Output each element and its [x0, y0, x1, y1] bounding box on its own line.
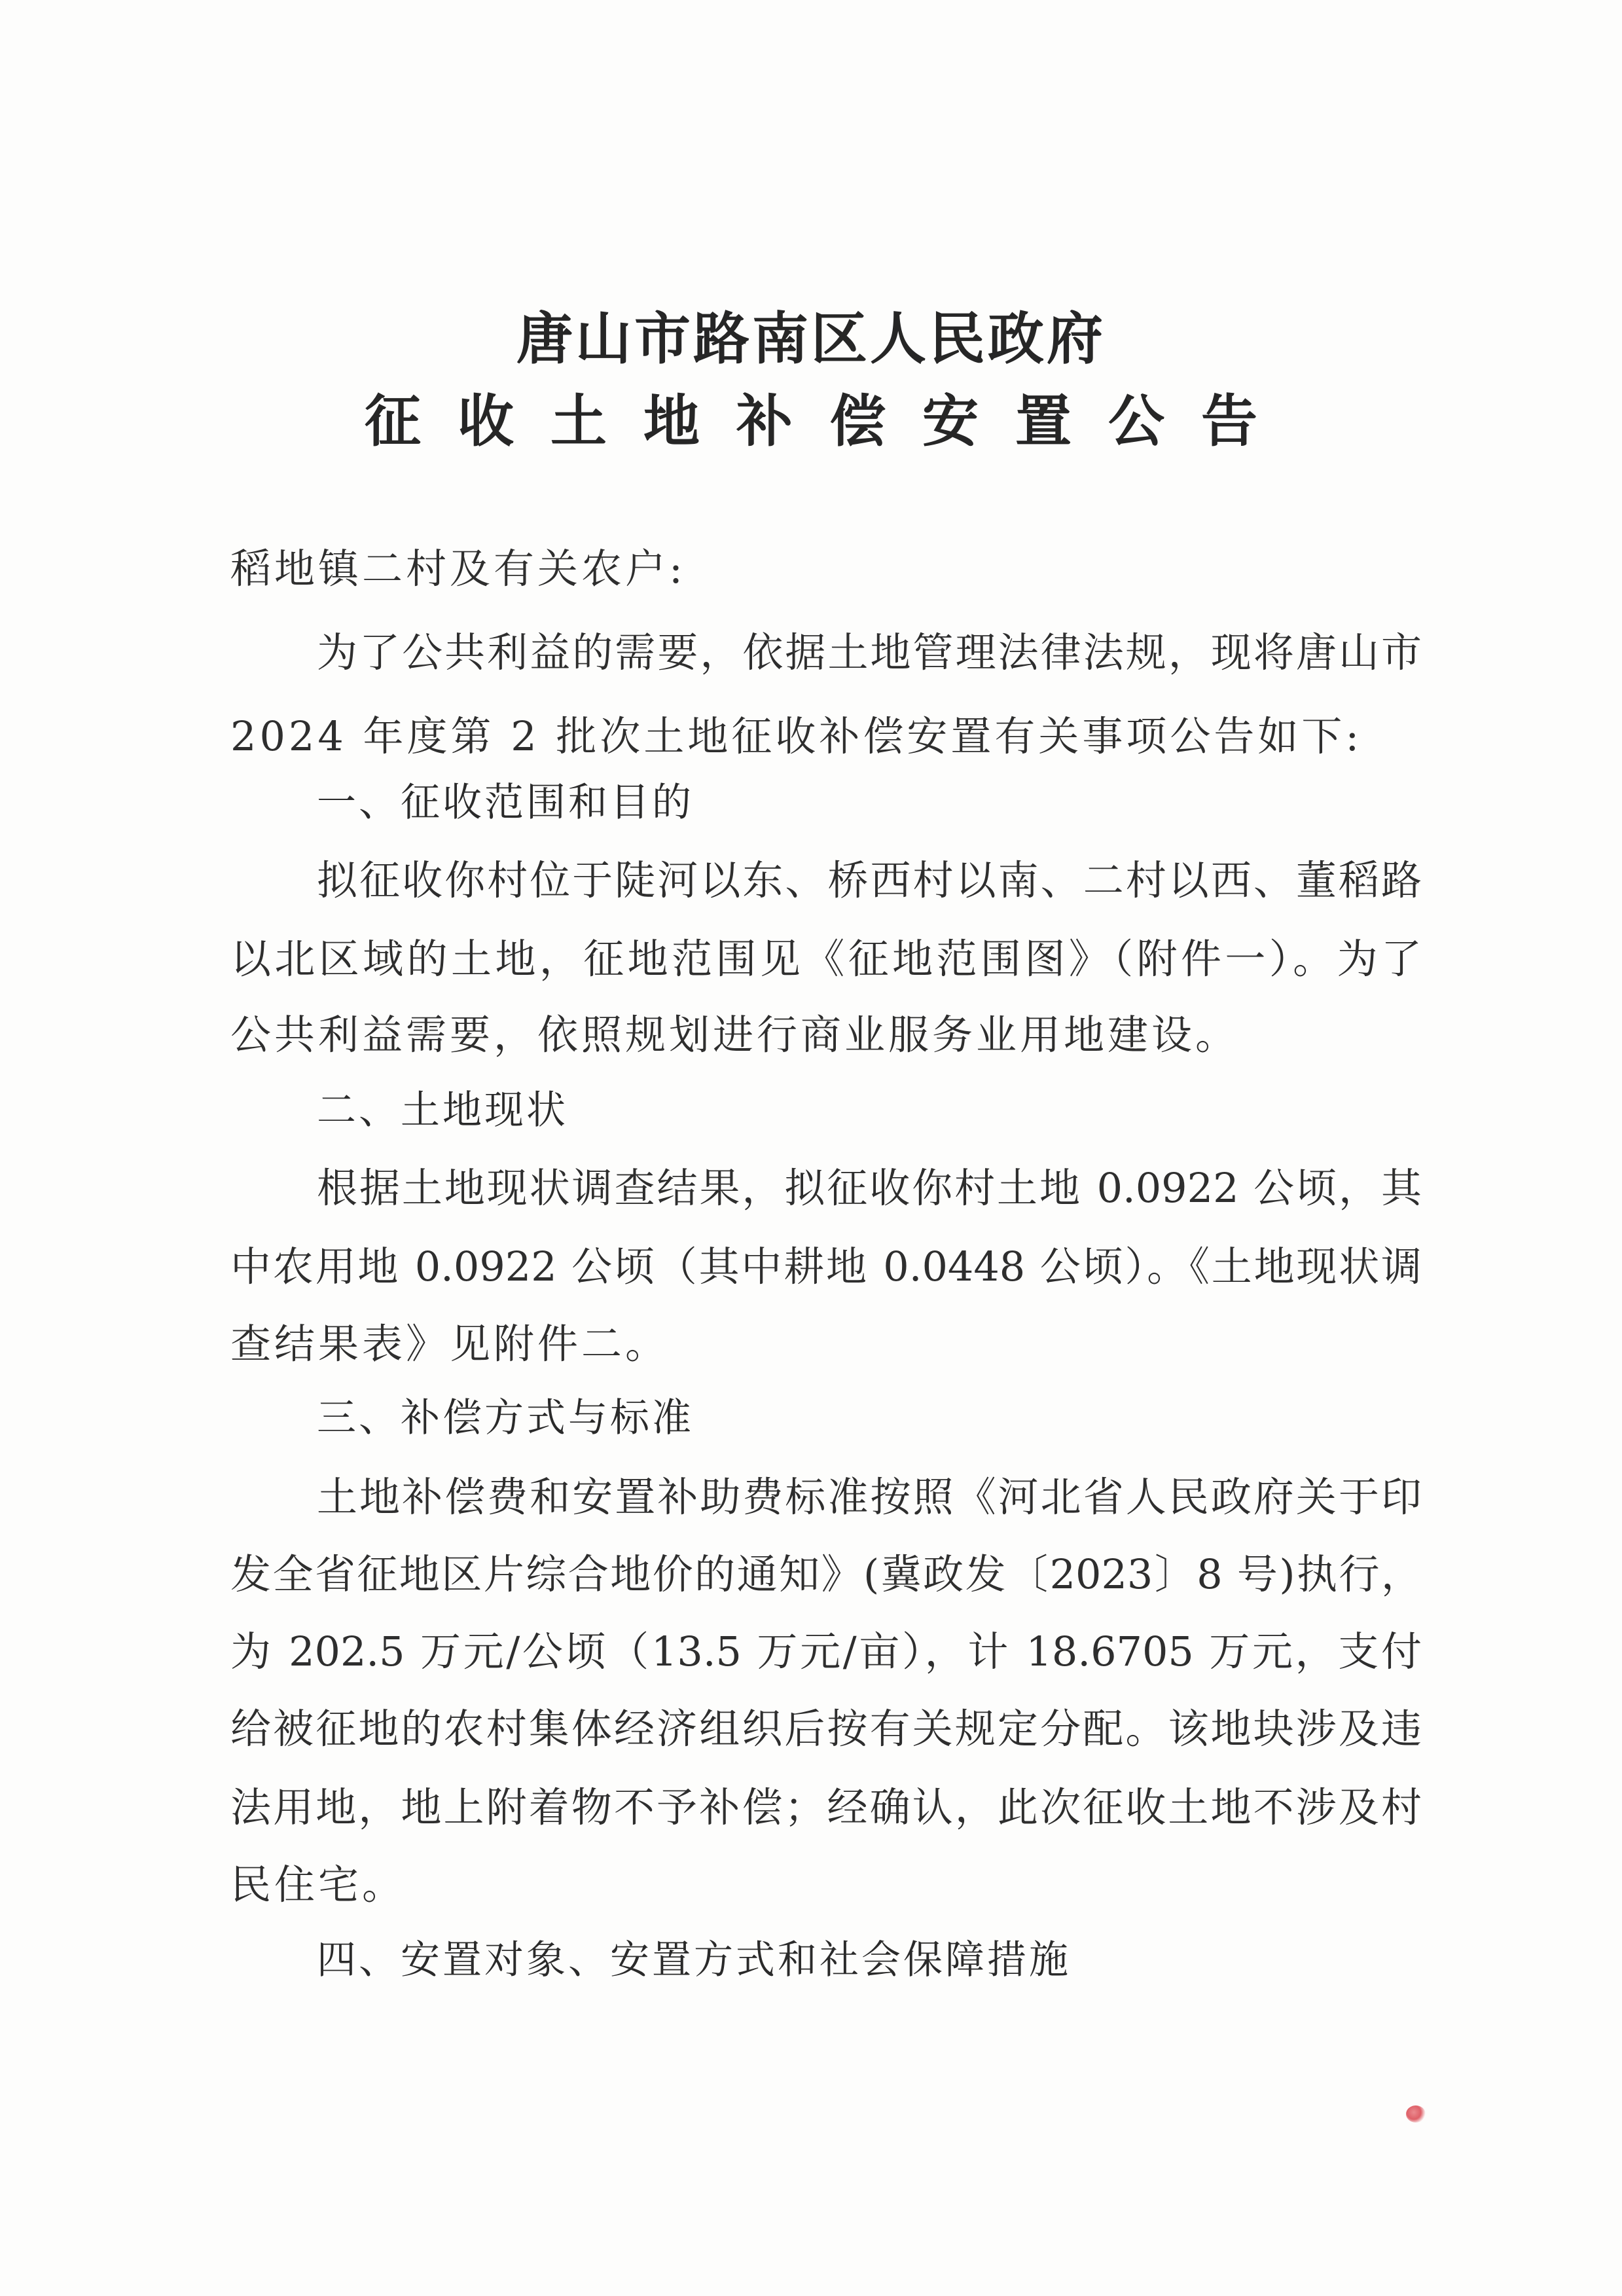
- intro-line-2: 2024 年度第 2 批次土地征收补偿安置有关事项公告如下:: [230, 712, 1363, 760]
- section-1-heading: 一、征收范围和目的: [317, 780, 694, 826]
- section-2-line-1: 根据土地现状调查结果，拟征收你村土地 0.0922 公顷，其: [317, 1164, 1422, 1212]
- section-1-line-3: 公共利益需要，依照规划进行商业服务业用地建设。: [230, 1011, 1240, 1059]
- document-title-line-1: 唐山市路南区人民政府: [516, 306, 1106, 372]
- section-4-heading: 四、安置对象、安置方式和社会保障措施: [317, 1937, 1071, 1983]
- section-3-line-6: 民住宅。: [230, 1861, 406, 1908]
- section-1-line-1: 拟征收你村位于陡河以东、桥西村以南、二村以西、董稻路: [317, 856, 1422, 904]
- section-3-line-3: 为 202.5 万元/公顷（13.5 万元/亩），计 18.6705 万元，支付: [230, 1628, 1422, 1675]
- section-3-line-2: 发全省征地区片综合地价的通知》(冀政发〔2023〕8 号)执行，: [230, 1550, 1422, 1598]
- section-3-line-4: 给被征地的农村集体经济组织后按有关规定分配。该地块涉及违: [230, 1705, 1422, 1753]
- section-2-heading: 二、土地现状: [317, 1087, 568, 1133]
- section-2-line-2: 中农用地 0.0922 公顷（其中耕地 0.0448 公顷）。《土地现状调: [230, 1243, 1422, 1290]
- addressee: 稻地镇二村及有关农户:: [230, 545, 686, 592]
- intro-line-1: 为了公共利益的需要，依据土地管理法律法规，现将唐山市: [317, 629, 1422, 676]
- section-3-line-1: 土地补偿费和安置补助费标准按照《河北省人民政府关于印: [317, 1473, 1422, 1521]
- seal-mark-fragment: [1406, 2105, 1426, 2123]
- document-title-line-2: 征收土地补偿安置公告: [365, 388, 1294, 454]
- section-1-line-2: 以北区域的土地，征地范围见《征地范围图》（附件一）。为了: [230, 935, 1422, 983]
- section-3-line-5: 法用地，地上附着物不予补偿；经确认，此次征收土地不涉及村: [230, 1783, 1422, 1831]
- section-2-line-3: 查结果表》见附件二。: [230, 1320, 670, 1368]
- section-3-heading: 三、补偿方式与标准: [317, 1395, 694, 1441]
